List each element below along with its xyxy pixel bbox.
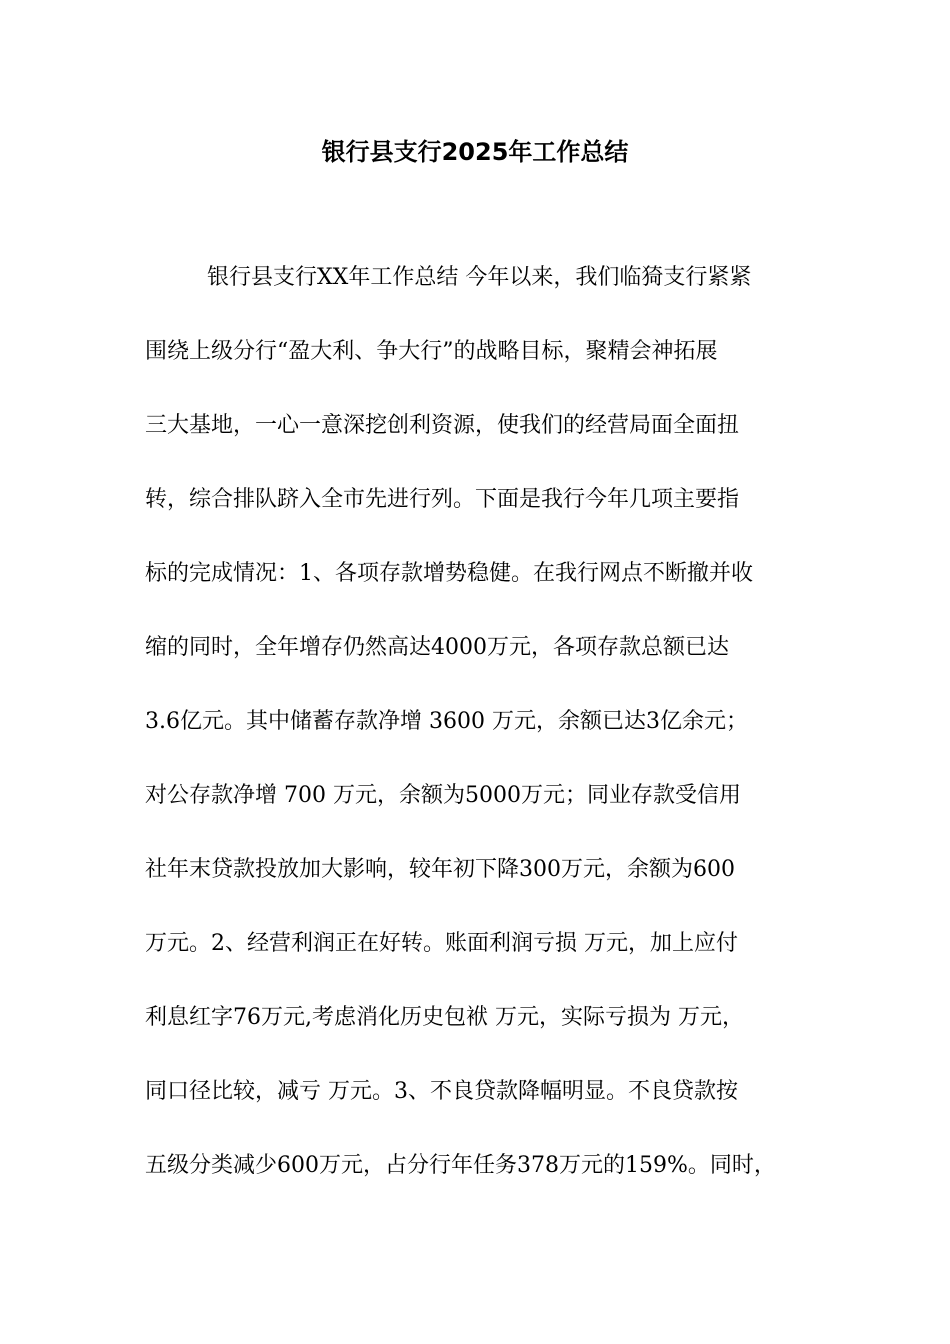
body-line: 对公存款净增 700 万元，余额为5000万元；同业存款受信用 xyxy=(145,783,741,808)
body-line: 利息红字76万元,考虑消化历史包袱 万元，实际亏损为 万元， xyxy=(145,1005,744,1030)
body-line: 转，综合排队跻入全市先进行列。下面是我行今年几项主要指 xyxy=(145,487,740,512)
document-title: 银行县支行2025年工作总结 xyxy=(321,138,629,166)
body-line: 银行县支行XX年工作总结 今年以来，我们临猗支行紧紧 xyxy=(207,265,752,290)
body-line: 社年末贷款投放加大影响，较年初下降300万元，余额为600 xyxy=(145,857,735,882)
body-line: 标的完成情况：1、各项存款增势稳健。在我行网点不断撤并收 xyxy=(145,561,753,586)
document-body xyxy=(145,256,825,1218)
body-line: 三大基地，一心一意深挖创利资源，使我们的经营局面全面扭 xyxy=(145,413,740,438)
body-line: 万元。2、经营利润正在好转。账面利润亏损 万元，加上应付 xyxy=(145,931,738,956)
body-line: 3.6亿元。其中储蓄存款净增 3600 万元，余额已达3亿余元； xyxy=(145,709,748,734)
body-line: 围绕上级分行“盈大利、争大行”的战略目标，聚精会神拓展 xyxy=(145,339,718,364)
body-line: 缩的同时，全年增存仍然高达4000万元，各项存款总额已达 xyxy=(145,635,729,660)
body-line: 五级分类减少600万元，占分行年任务378万元的159%。同时， xyxy=(145,1153,776,1178)
body-line: 同口径比较，减亏 万元。3、不良贷款降幅明显。不良贷款按 xyxy=(145,1079,738,1104)
